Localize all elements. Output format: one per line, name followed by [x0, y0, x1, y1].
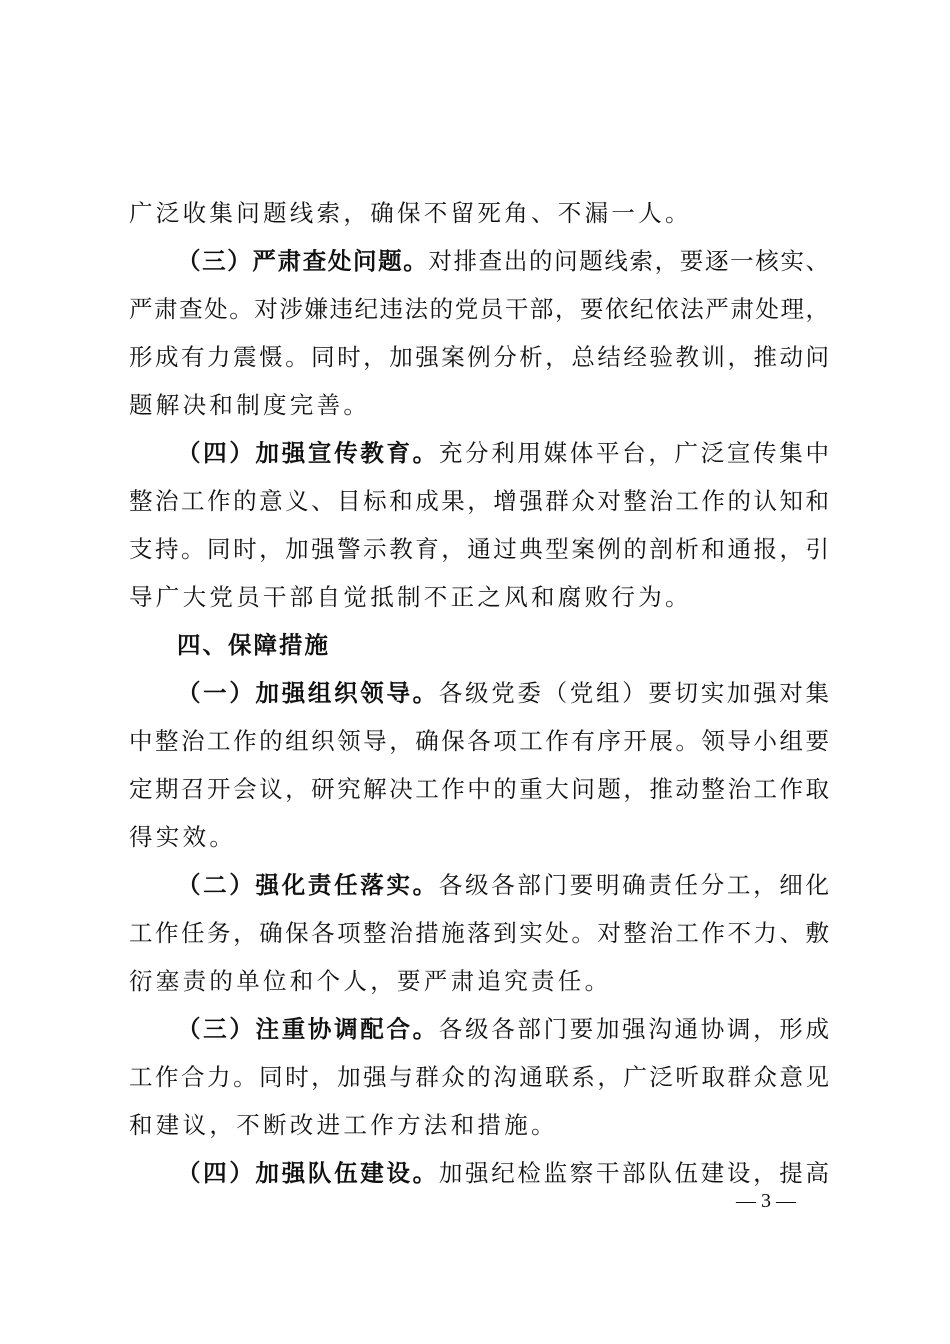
- paragraph-line: 形成有力震慑。同时，加强案例分析，总结经验教训，推动问: [129, 343, 829, 371]
- paragraph-line: 中整治工作的组织领导，确保各项工作有序开展。领导小组要: [129, 727, 829, 755]
- paragraph-line: （三）严肃查处问题。对排查出的问题线索，要逐一核实、: [177, 247, 830, 275]
- paragraph-line: （四）加强队伍建设。加强纪检监察干部队伍建设，提高: [177, 1159, 829, 1187]
- section-lead: （三）严肃查处问题。: [177, 247, 429, 275]
- section-lead: （四）加强队伍建设。: [177, 1159, 439, 1187]
- paragraph-line: 整治工作的意义、目标和成果，增强群众对整治工作的认知和: [129, 487, 829, 515]
- paragraph-line: 题解决和制度完善。: [129, 391, 371, 419]
- paragraph-line: （一）加强组织领导。各级党委（党组）要切实加强对集: [177, 679, 829, 707]
- section-lead: （二）强化责任落实。: [177, 871, 439, 899]
- paragraph-line: 得实效。: [129, 823, 237, 851]
- paragraph-line: 广泛收集问题线索，确保不留死角、不漏一人。: [129, 199, 692, 227]
- paragraph-line: （二）强化责任落实。各级各部门要明确责任分工，细化: [177, 871, 829, 899]
- paragraph-line: 工作合力。同时，加强与群众的沟通联系，广泛听取群众意见: [129, 1063, 829, 1091]
- section-lead: （三）注重协调配合。: [177, 1015, 439, 1043]
- page-number: — 3 —: [736, 1190, 796, 1212]
- paragraph-line: （三）注重协调配合。各级各部门要加强沟通协调，形成: [177, 1015, 829, 1043]
- paragraph-line: 支持。同时，加强警示教育，通过典型案例的剖析和通报，引: [129, 535, 829, 563]
- section-lead: （一）加强组织领导。: [177, 679, 439, 707]
- paragraph-line: （四）加强宣传教育。充分利用媒体平台，广泛宣传集中: [177, 439, 829, 467]
- paragraph-line: 和建议，不断改进工作方法和措施。: [129, 1111, 558, 1139]
- paragraph-line: 衍塞责的单位和个人，要严肃追究责任。: [129, 967, 612, 995]
- section-heading: 四、保障措施: [177, 631, 330, 659]
- paragraph-line: 定期召开会议，研究解决工作中的重大问题，推动整治工作取: [129, 775, 829, 803]
- paragraph-line: 严肃查处。对涉嫌违纪违法的党员干部，要依纪依法严肃处理，: [129, 295, 829, 323]
- section-lead: （四）加强宣传教育。: [177, 439, 439, 467]
- paragraph-line: 工作任务，确保各项整治措施落到实处。对整治工作不力、敷: [129, 919, 829, 947]
- paragraph-line: 导广大党员干部自觉抵制不正之风和腐败行为。: [129, 583, 692, 611]
